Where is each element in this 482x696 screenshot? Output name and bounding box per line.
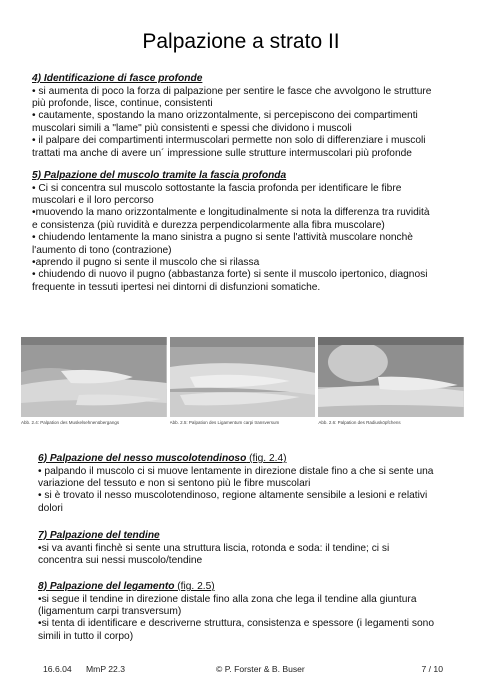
text-line: variazione del tessuto e non si sentono più le fibre muscolari xyxy=(38,478,311,489)
text-line: • il palpare dei compartimenti intermuscolari permette non solo di differenziare i muscoli xyxy=(32,135,426,147)
section-heading: 7) Palpazione del tendine xyxy=(38,530,160,541)
section-heading: 8) Palpazione del legamento (fig. 2.5) xyxy=(38,581,215,592)
text-line: • si aumenta di poco la forza di palpazione per sentire le fasce che avvolgono le strutture xyxy=(32,85,432,97)
figure-reference: (fig. 2.4) xyxy=(246,453,287,464)
footer-copyright: © P. Forster & B. Buser xyxy=(216,664,305,674)
text-line: • palpando il muscolo ci si muove lentamente in direzione distale fino a che si sente una xyxy=(38,465,434,477)
footer-code: MmP 22.3 xyxy=(86,664,126,674)
figure-caption: Abb. 2.5: Palpation des Ligamentum carpi transversum xyxy=(169,420,280,425)
figure-2-6-photo xyxy=(318,337,464,417)
text-line: • Ci si concentra sul muscolo sottostante la fascia profonda per identificare le fibre xyxy=(32,182,402,194)
text-line: l'aumento di tono (contrazione) xyxy=(32,244,172,256)
text-line: e consistenza (più ruvidità e durezza perpendicolarmente alla fibra muscolare) xyxy=(32,219,385,231)
text-line: •si va avanti finchè si sente una struttura liscia, rotonda e soda: il tendine; ci si xyxy=(38,542,390,554)
text-line: •si tenta di identificare e descriverne struttura, consistenza e spessore (i legamenti sono xyxy=(38,618,434,630)
figure-caption: Abb. 2.4: Palpation des Muskelsehnenübergangs xyxy=(21,420,120,425)
text-line: muscolari e il loro percorso xyxy=(32,195,154,206)
figure-reference: (fig. 2.5) xyxy=(174,581,215,592)
figure-strip xyxy=(21,337,464,417)
text-line: • si è trovato il nesso muscolotendinoso, regione altamente sensibile a lesioni e relativi xyxy=(38,490,428,502)
text-line: trattati ma anche di avere un´ impressione sulle strutture intermuscolari più profonde xyxy=(32,147,412,159)
section-heading: 6) Palpazione del nesso muscolotendinoso (fig. 2.4) xyxy=(38,453,287,464)
text-line: • chiudendo lentamente la mano sinistra a pugno si sente l'attività muscolare nonchè xyxy=(32,232,413,244)
text-line: più profonde, lisce, continue, consistenti xyxy=(32,98,213,109)
text-line: simili in tutto il corpo) xyxy=(38,630,134,642)
footer-date: 16.6.04 xyxy=(43,664,72,674)
text-line: • chiudendo di nuovo il pugno (abbastanza forte) si sente il muscolo ipertonico, diagnosi xyxy=(32,269,428,281)
text-line: muscolari simili a "lame" più consistenti e spessi che dividono i muscoli xyxy=(32,122,352,134)
page-title: Palpazione a strato II xyxy=(142,30,340,53)
text-line: frequente in tessuti ipertesi nei dintorni di disfunzioni somatiche. xyxy=(32,281,321,293)
figure-2-5-photo xyxy=(170,337,316,417)
text-line: •aprendo il pugno si sente il muscolo che si rilassa xyxy=(32,257,260,269)
section-heading: 4) Identificazione di fasce profonde xyxy=(32,73,203,84)
text-line: •muovendo la mano orizzontalmente e longitudinalmente si nota la differenza tra ruvidità xyxy=(32,207,430,219)
section-fasce-profonde xyxy=(32,73,458,160)
figure-2-4-photo xyxy=(21,337,167,417)
text-line: (ligamentum carpi transversum) xyxy=(38,606,182,617)
text-line: concentra sui nessi muscolo/tendine xyxy=(38,555,203,566)
footer-page-number: 7 / 10 xyxy=(421,664,443,674)
section-heading: 5) Palpazione del muscolo tramite la fascia profonda xyxy=(32,170,287,181)
figure-captions xyxy=(21,420,464,425)
text-line: dolori xyxy=(38,502,63,514)
text-line: •si segue il tendine in direzione distale fino alla zona che lega il tendine alla giuntura xyxy=(38,593,417,605)
section-legamento xyxy=(38,581,458,643)
text-line: • cautamente, spostando la mano orizzontalmente, si percepiscono dei compartimenti xyxy=(32,110,418,122)
figure-caption: Abb. 2.6: Palpation des Radiusköpfchens xyxy=(318,420,401,425)
section-nesso-muscolotendinoso xyxy=(38,453,458,515)
section-muscolo-fascia xyxy=(32,170,458,294)
section-tendine xyxy=(38,530,458,567)
